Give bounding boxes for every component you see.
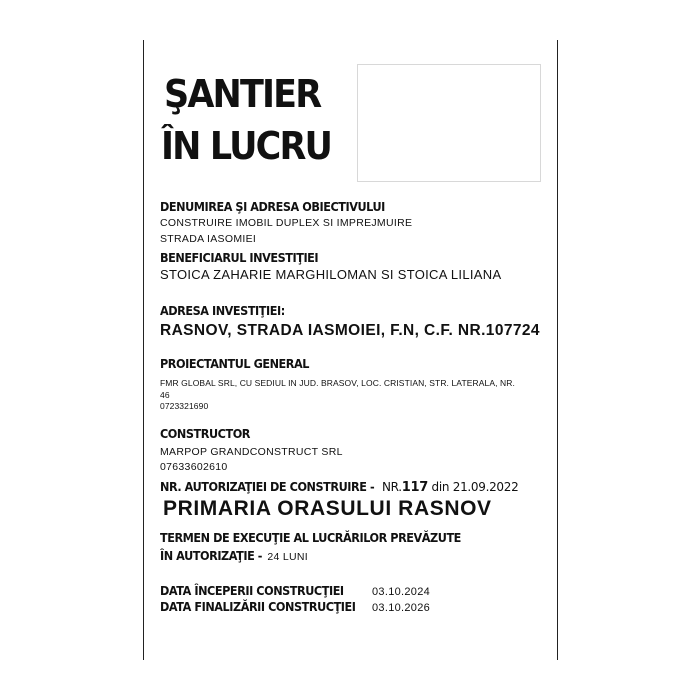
authorization-number [382, 480, 518, 494]
designer-line-1: FMR GLOBAL SRL, CU SEDIUL IN JUD. BRASOV, LOC. CRISTIAN, STR. LATERALA, NR. [160, 378, 515, 388]
end-date-label: DATA FINALIZĂRII CONSTRUCŢIEI [160, 599, 356, 614]
constructor-name: MARPOP GRANDCONSTRUCT SRL [160, 446, 343, 458]
authorization-din: din [431, 480, 450, 494]
authorization-nr-prefix: NR. [381, 480, 402, 494]
authorization-issuer: PRIMARIA ORASULUI RASNOV [163, 497, 492, 520]
title-line-1: ŞANTIER [164, 72, 321, 116]
beneficiary-value: STOICA ZAHARIE MARGHILOMAN SI STOICA LILIANA [160, 267, 502, 282]
authorization-label: NR. AUTORIZAŢIEI DE CONSTRUIRE - [160, 479, 375, 494]
title-line-2: ÎN LUCRU [161, 124, 332, 168]
address-label: ADRESA INVESTIŢIEI: [160, 303, 285, 318]
term-value: 24 LUNI [267, 551, 308, 563]
construction-site-panel [143, 40, 558, 660]
objective-label: DENUMIREA ŞI ADRESA OBIECTIVULUI [160, 199, 385, 214]
designer-label: PROIECTANTUL GENERAL [160, 356, 309, 371]
term-label-line-1: TERMEN DE EXECUŢIE AL LUCRĂRILOR PREVĂZUTE [160, 530, 461, 545]
constructor-label: CONSTRUCTOR [160, 426, 251, 441]
beneficiary-label: BENEFICIARUL INVESTIŢIEI [160, 250, 319, 265]
term-row [160, 547, 308, 565]
objective-line-1: CONSTRUIRE IMOBIL DUPLEX SI IMPREJMUIRE [160, 217, 413, 229]
authorization-row [160, 478, 518, 496]
address-value: RASNOV, STRADA IASMOIEI, F.N, C.F. NR.107724 [160, 322, 540, 339]
authorization-date: 21.09.2022 [452, 480, 519, 494]
designer-line-2: 46 [160, 390, 170, 400]
end-date-value: 03.10.2026 [372, 602, 431, 614]
constructor-phone: 07633602610 [160, 461, 228, 473]
authorization-nr: 117 [401, 480, 429, 495]
start-date-value: 03.10.2024 [372, 586, 431, 598]
objective-line-2: STRADA IASOMIEI [160, 233, 257, 245]
designer-phone: 0723321690 [160, 401, 209, 411]
start-date-label: DATA ÎNCEPERII CONSTRUCŢIEI [160, 583, 344, 598]
term-label-line-2: ÎN AUTORIZAŢIE - [160, 548, 263, 563]
photo-placeholder [357, 64, 541, 182]
